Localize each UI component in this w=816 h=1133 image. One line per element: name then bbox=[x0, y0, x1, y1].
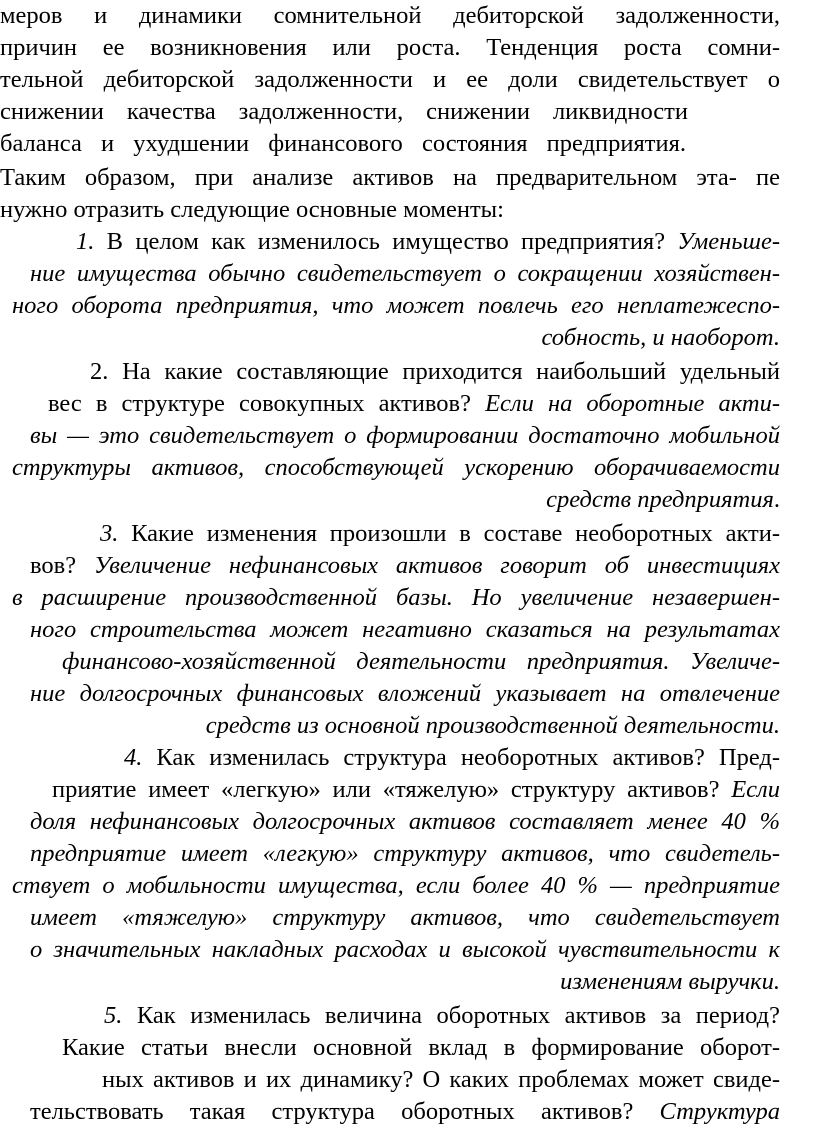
text-run: Какие изменения произошли в составе необоротных акти- bbox=[118, 520, 780, 547]
italic-text-run: средств из основной производственной деятельности. bbox=[205, 712, 780, 739]
italic-text-run: доля нефинансовых долгосрочных активов составляет менее 40 % bbox=[30, 808, 780, 835]
text-line bbox=[0, 32, 780, 64]
text-line bbox=[480, 484, 780, 516]
text-line bbox=[30, 258, 780, 290]
italic-text-run: ние имущества обычно свидетельствует о сокращении хозяйствен- bbox=[30, 260, 780, 287]
text-line bbox=[48, 388, 780, 420]
text-line bbox=[76, 226, 780, 258]
italic-text-run: ние долгосрочных финансовых вложений указывает на отвлечение bbox=[30, 680, 780, 707]
text-run: Как изменилась структура необоротных активов? Пред- bbox=[142, 744, 780, 771]
text-run: 2. На какие составляющие приходится наибольший удельный bbox=[90, 358, 780, 385]
text-line bbox=[0, 0, 780, 32]
text-line bbox=[12, 290, 780, 322]
text-line bbox=[62, 1032, 780, 1064]
text-run: тельной дебиторской задолженности и ее доли свидетельствует о bbox=[0, 66, 780, 93]
text-run: снижении качества задолженности, снижении ликвидности bbox=[0, 98, 688, 125]
italic-text-run: Структура bbox=[659, 1098, 780, 1125]
italic-text-run: в расширение производственной базы. Но увеличение незавершен- bbox=[12, 584, 780, 611]
text-line bbox=[0, 162, 780, 194]
italic-text-run: 5. bbox=[104, 1002, 123, 1029]
text-line bbox=[124, 742, 780, 774]
text-line bbox=[30, 614, 780, 646]
text-line bbox=[30, 420, 780, 452]
italic-text-run: финансово-хозяйственной деятельности предприятия. Увеличе- bbox=[62, 648, 780, 675]
text-run: . bbox=[773, 486, 780, 513]
italic-text-run: 1. bbox=[76, 228, 95, 255]
text-line bbox=[30, 1096, 780, 1128]
text-run: причин ее возникновения или роста. Тенденция роста сомни- bbox=[0, 34, 780, 61]
text-line bbox=[30, 902, 780, 934]
italic-text-run: изменениям выручки. bbox=[560, 968, 780, 995]
text-line bbox=[12, 452, 780, 484]
text-line bbox=[480, 322, 780, 354]
italic-text-run: ного строительства может негативно сказаться на результатах bbox=[30, 616, 780, 643]
text-line bbox=[0, 96, 688, 128]
text-line bbox=[0, 194, 560, 226]
text-run: Какие статьи внесли основной вклад в формирование оборот- bbox=[62, 1034, 780, 1061]
italic-text-run: Если bbox=[731, 776, 780, 803]
text-line bbox=[0, 64, 780, 96]
text-run: В целом как изменилось имущество предприятия? bbox=[94, 228, 678, 255]
italic-text-run: структуры активов, способствующей ускорению оборачиваемости bbox=[12, 454, 780, 481]
text-line bbox=[102, 1064, 780, 1096]
text-line bbox=[30, 838, 780, 870]
text-run: Как изменилась величина оборотных активов за период? bbox=[122, 1002, 780, 1029]
text-line bbox=[100, 518, 780, 550]
text-line bbox=[12, 582, 780, 614]
text-line bbox=[480, 966, 780, 998]
text-line bbox=[0, 128, 686, 160]
text-line bbox=[30, 934, 780, 966]
text-line bbox=[90, 356, 780, 388]
italic-text-run: Уменьше- bbox=[677, 228, 780, 255]
italic-text-run: собность, и наоборот. bbox=[541, 324, 780, 351]
text-run: баланса и ухудшении финансового состояния предприятия. bbox=[0, 130, 686, 157]
text-line bbox=[160, 710, 780, 742]
text-run: вов? bbox=[30, 552, 94, 579]
text-run: приятие имеет «легкую» или «тяжелую» структуру активов? bbox=[52, 776, 732, 803]
text-run: Таким образом, при анализе активов на предварительном эта- пе bbox=[0, 164, 780, 191]
text-run: вес в структуре совокупных активов? bbox=[48, 390, 486, 417]
italic-text-run: средств предприятия bbox=[546, 486, 774, 513]
italic-text-run: Увеличение нефинансовых активов говорит об инвестициях bbox=[93, 552, 780, 579]
italic-text-run: имеет «тяжелую» структуру активов, что свидетельствует bbox=[30, 904, 780, 931]
text-line bbox=[104, 1000, 780, 1032]
text-line bbox=[62, 646, 780, 678]
italic-text-run: ного оборота предприятия, что может повлечь его неплатежеспо- bbox=[12, 292, 780, 319]
italic-text-run: 3. bbox=[100, 520, 119, 547]
text-line bbox=[30, 550, 780, 582]
text-run: тельствовать такая структура оборотных активов? bbox=[30, 1098, 660, 1125]
text-run: нужно отразить следующие основные моменты: bbox=[0, 196, 504, 223]
text-line bbox=[30, 806, 780, 838]
italic-text-run: ствует о мобильности имущества, если более 40 % — предприятие bbox=[12, 872, 780, 899]
text-run: меров и динамики сомнительной дебиторской задолженности, bbox=[0, 2, 780, 29]
text-line bbox=[52, 774, 780, 806]
italic-text-run: о значительных накладных расходах и высокой чувствительности к bbox=[30, 936, 780, 963]
italic-text-run: предприятие имеет «легкую» структуру активов, что свидетель- bbox=[30, 840, 780, 867]
italic-text-run: 4. bbox=[124, 744, 143, 771]
text-line bbox=[30, 678, 780, 710]
italic-text-run: Если на оборотные акти- bbox=[485, 390, 780, 417]
text-run: ных активов и их динамику? О каких проблемах может свиде- bbox=[102, 1066, 780, 1093]
italic-text-run: вы — это свидетельствует о формировании достаточно мобильной bbox=[30, 422, 780, 449]
text-line bbox=[12, 870, 780, 902]
